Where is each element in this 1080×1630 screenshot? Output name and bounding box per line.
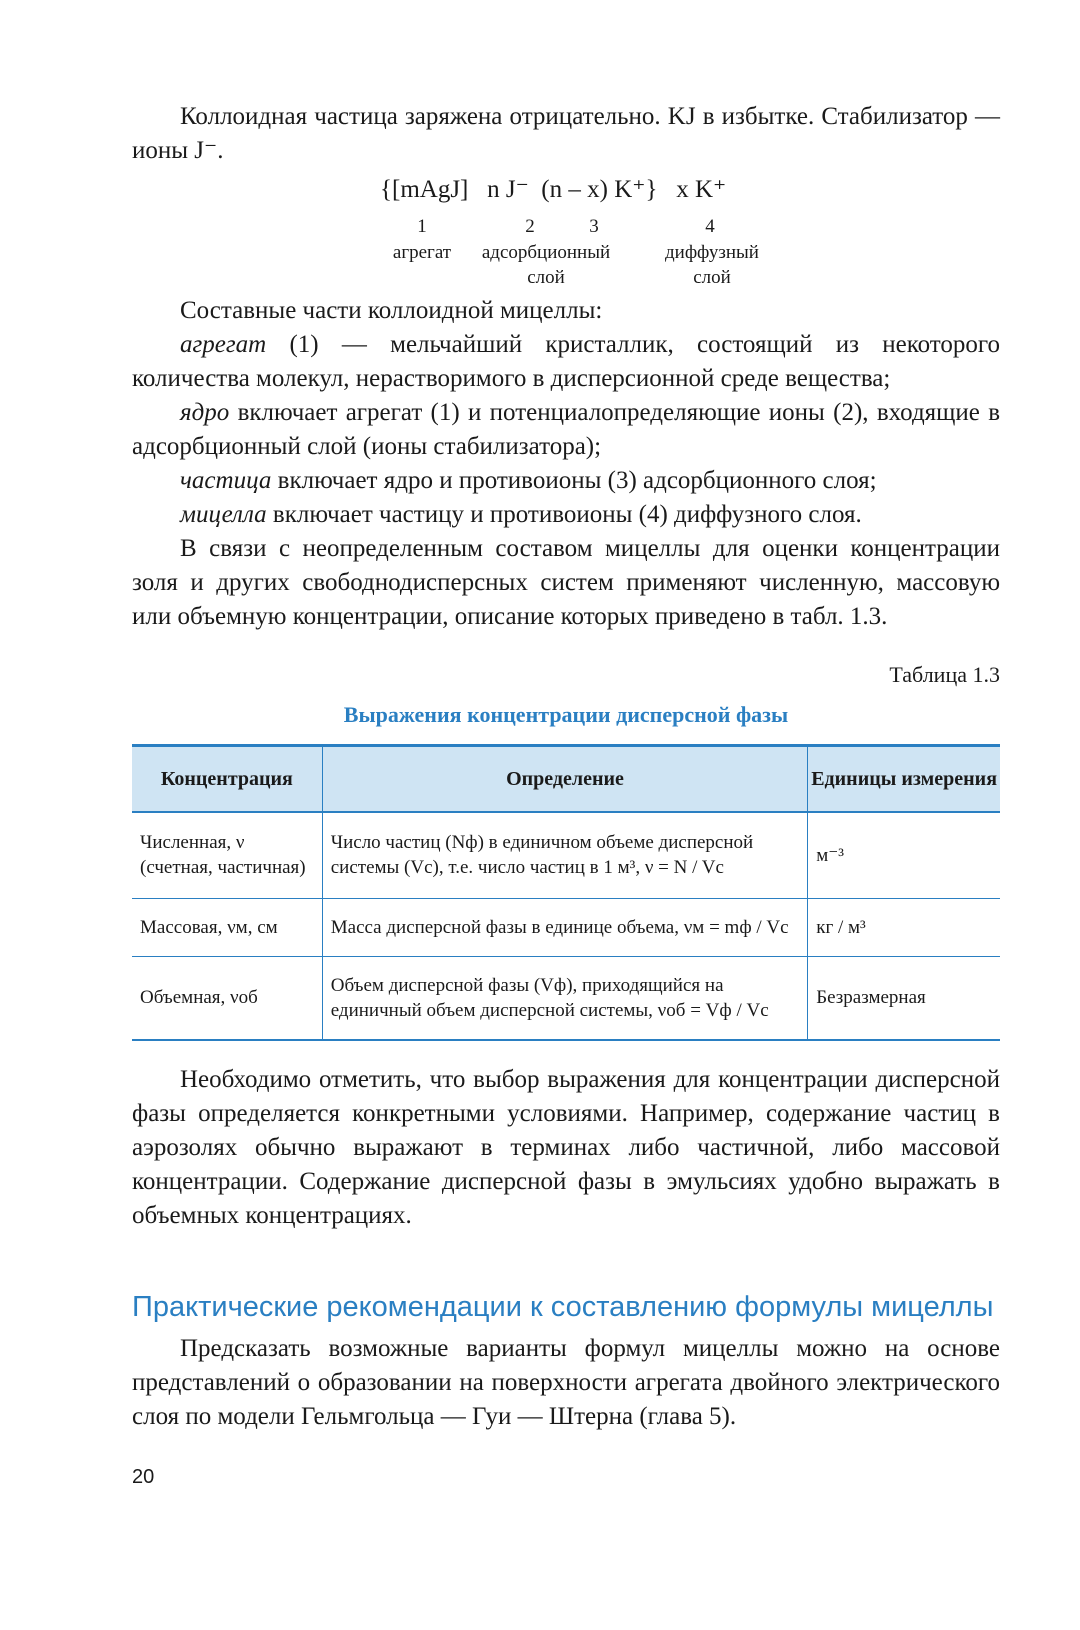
column-header: Концентрация — [132, 746, 322, 813]
table-cell: кг / м³ — [808, 898, 1000, 956]
table-cell: Объемная, νоб — [132, 956, 322, 1040]
term: агрегат — [180, 331, 267, 358]
formula-part-num: 2 — [525, 216, 535, 237]
page-number: 20 — [132, 1466, 155, 1488]
column-header: Единицы измерения — [808, 746, 1000, 813]
term: ядро — [180, 399, 230, 426]
table-cell: Безразмерная — [808, 956, 1000, 1040]
table-cell: Объем дисперсной фазы (Vф), приходящийся на единичный объем дисперсной системы, νоб = Vф / Vс — [322, 956, 807, 1040]
formula-part-num: 3 — [589, 216, 599, 237]
after-table-paragraph: Необходимо отметить, что выбор выражения для концентрации дисперсной фазы определяется конкретными условиями. Например, содержание частиц в аэрозолях обычно выражают в терминах либо частичной, либо массовой концентрации. Содержание дисперсной фазы в эмульсиях удобно выражать в объемных концентрациях. — [132, 1066, 1000, 1229]
table-cell: Число частиц (Nф) в единичном объеме дисперсной системы (Vс), т.е. число частиц в 1 м³, ν = N / Vс — [322, 812, 807, 898]
composition-heading: Составные части коллоидной мицеллы: — [180, 297, 603, 324]
composition-item: агрегат (1) — мельчайший кристаллик, состоящий из некоторого количества молекул, нерастворимого в дисперсионной среде вещества; — [132, 331, 1000, 392]
formula-part-label: агрегат — [392, 242, 452, 263]
table-cell: Массовая, νм, cм — [132, 898, 322, 956]
formula-part-num: 1 — [417, 216, 427, 237]
composition-item: ядро включает агрегат (1) и потенциалопределяющие ионы (2), входящие в адсорбционный слой (ионы стабилизатора); — [132, 399, 1000, 460]
table-header-row — [132, 746, 1000, 813]
table-caption: Таблица 1.3 — [889, 662, 1000, 687]
concentration-table — [132, 744, 1000, 1041]
column-header: Определение — [322, 746, 807, 813]
micelle-formula — [132, 174, 1000, 288]
composition-item: частица включает ядро и противоионы (3) адсорбционного слоя; — [180, 467, 877, 494]
composition-item: мицелла включает частицу и противоионы (4) диффузного слоя. — [180, 501, 862, 528]
table-title: Выражения концентрации дисперсной фазы — [343, 702, 789, 727]
table-row — [132, 812, 1000, 898]
table-cell: м⁻³ — [808, 812, 1000, 898]
composition-closing: В связи с неопределенным составом мицеллы для оценки концентрации золя и других свободнодисперсных систем применяют численную, массовую или объемную концентрации, описание которых приведено в табл. 1.3. — [132, 535, 1000, 630]
formula-expression: {[mAgJ] n J⁻ (n – x) K⁺} x K⁺ — [380, 176, 727, 203]
term: мицелла — [180, 501, 267, 528]
formula-part-num: 4 — [705, 216, 715, 237]
intro-paragraph: Коллоидная частица заряжена отрицательно. KJ в избытке. Стабилизатор — ионы J⁻. — [132, 103, 1000, 164]
term: частица — [180, 467, 272, 494]
table-cell: Численная, ν (счетная, частичная) — [132, 812, 322, 898]
section-heading: Практические рекомендации к составлению формулы мицеллы — [132, 1291, 994, 1323]
table-row — [132, 898, 1000, 956]
formula-part-label: адсорбционный слой — [481, 242, 611, 288]
table-row — [132, 956, 1000, 1040]
table-cell: Масса дисперсной фазы в единице объема, νм = mф / Vс — [322, 898, 807, 956]
page-content — [132, 100, 1000, 1434]
section-paragraph: Предсказать возможные варианты формул мицеллы можно на основе представлений о образовании на поверхности агрегата двойного электрического слоя по модели Гельмгольца — Гуи — Штерна (глава 5). — [132, 1335, 1000, 1430]
formula-part-label: диффузный слой — [665, 242, 759, 288]
